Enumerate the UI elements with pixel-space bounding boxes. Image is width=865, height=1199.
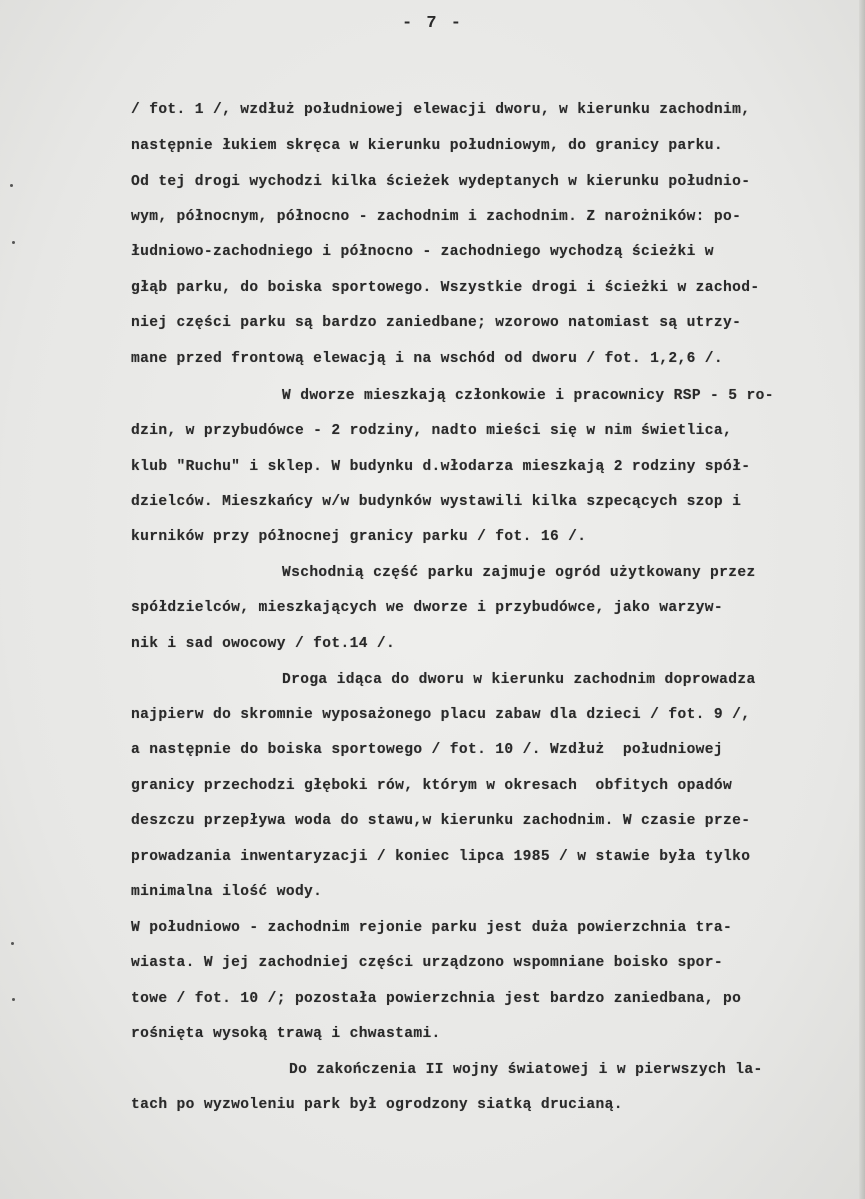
text-line: / fot. 1 /, wzdłuż południowej elewacji dworu, w kierunku zachodnim,	[131, 102, 751, 118]
text-line: a następnie do boiska sportowego / fot. 10 /. Wzdłuż południowej	[131, 742, 723, 758]
text-line: nik i sad owocowy / fot.14 /.	[131, 636, 396, 652]
text-line: W dworze mieszkają członkowie i pracownicy RSP - 5 ro-	[282, 388, 774, 404]
text-line: Droga idąca do dworu w kierunku zachodnim doprowadza	[282, 672, 756, 688]
text-line: tach po wyzwoleniu park był ogrodzony siatką drucianą.	[131, 1097, 623, 1113]
text-line: Od tej drogi wychodzi kilka ścieżek wydeptanych w kierunku południo-	[131, 174, 751, 190]
page-edge-shadow	[859, 0, 865, 1199]
text-line: klub "Ruchu" i sklep. W budynku d.włodarza mieszkają 2 rodziny spół-	[131, 459, 751, 475]
margin-speck	[12, 998, 15, 1001]
margin-speck	[11, 942, 14, 945]
text-line: łudniowo-zachodniego i północno - zachodniego wychodzą ścieżki w	[131, 244, 714, 260]
text-line: Do zakończenia II wojny światowej i w pierwszych la-	[289, 1062, 763, 1078]
text-line: kurników przy północnej granicy parku / fot. 16 /.	[131, 529, 587, 545]
text-line: najpierw do skromnie wyposażonego placu zabaw dla dzieci / fot. 9 /,	[131, 707, 751, 723]
text-line: prowadzania inwentaryzacji / koniec lipca 1985 / w stawie była tylko	[131, 849, 751, 865]
text-line: następnie łukiem skręca w kierunku południowym, do granicy parku.	[131, 138, 723, 154]
text-line: deszczu przepływa woda do stawu,w kierunku zachodnim. W czasie prze-	[131, 813, 751, 829]
text-line: wym, północnym, północno - zachodnim i zachodnim. Z narożników: po-	[131, 209, 742, 225]
text-line: dzielców. Mieszkańcy w/w budynków wystawili kilka szpecących szop i	[131, 494, 742, 510]
text-line: spółdzielców, mieszkających we dworze i przybudówce, jako warzyw-	[131, 600, 723, 616]
text-line: wiasta. W jej zachodniej części urządzono wspomniane boisko spor-	[131, 955, 723, 971]
text-line: towe / fot. 10 /; pozostała powierzchnia jest bardzo zaniedbana, po	[131, 991, 742, 1007]
text-line: mane przed frontową elewacją i na wschód od dworu / fot. 1,2,6 /.	[131, 351, 723, 367]
text-line: Wschodnią część parku zajmuje ogród użytkowany przez	[282, 565, 756, 581]
margin-speck	[10, 184, 13, 187]
text-line: minimalna ilość wody.	[131, 884, 323, 900]
text-line: głąb parku, do boiska sportowego. Wszystkie drogi i ścieżki w zachod-	[131, 280, 760, 296]
text-line: granicy przechodzi głęboki rów, którym w okresach obfitych opadów	[131, 778, 733, 794]
margin-speck	[12, 241, 15, 244]
page-number: - 7 -	[401, 14, 463, 33]
text-line: niej części parku są bardzo zaniedbane; wzorowo natomiast są utrzy-	[131, 315, 742, 331]
text-line: W południowo - zachodnim rejonie parku jest duża powierzchnia tra-	[131, 920, 733, 936]
text-line: rośnięta wysoką trawą i chwastami.	[131, 1026, 441, 1042]
text-line: dzin, w przybudówce - 2 rodziny, nadto mieści się w nim świetlica,	[131, 423, 733, 439]
